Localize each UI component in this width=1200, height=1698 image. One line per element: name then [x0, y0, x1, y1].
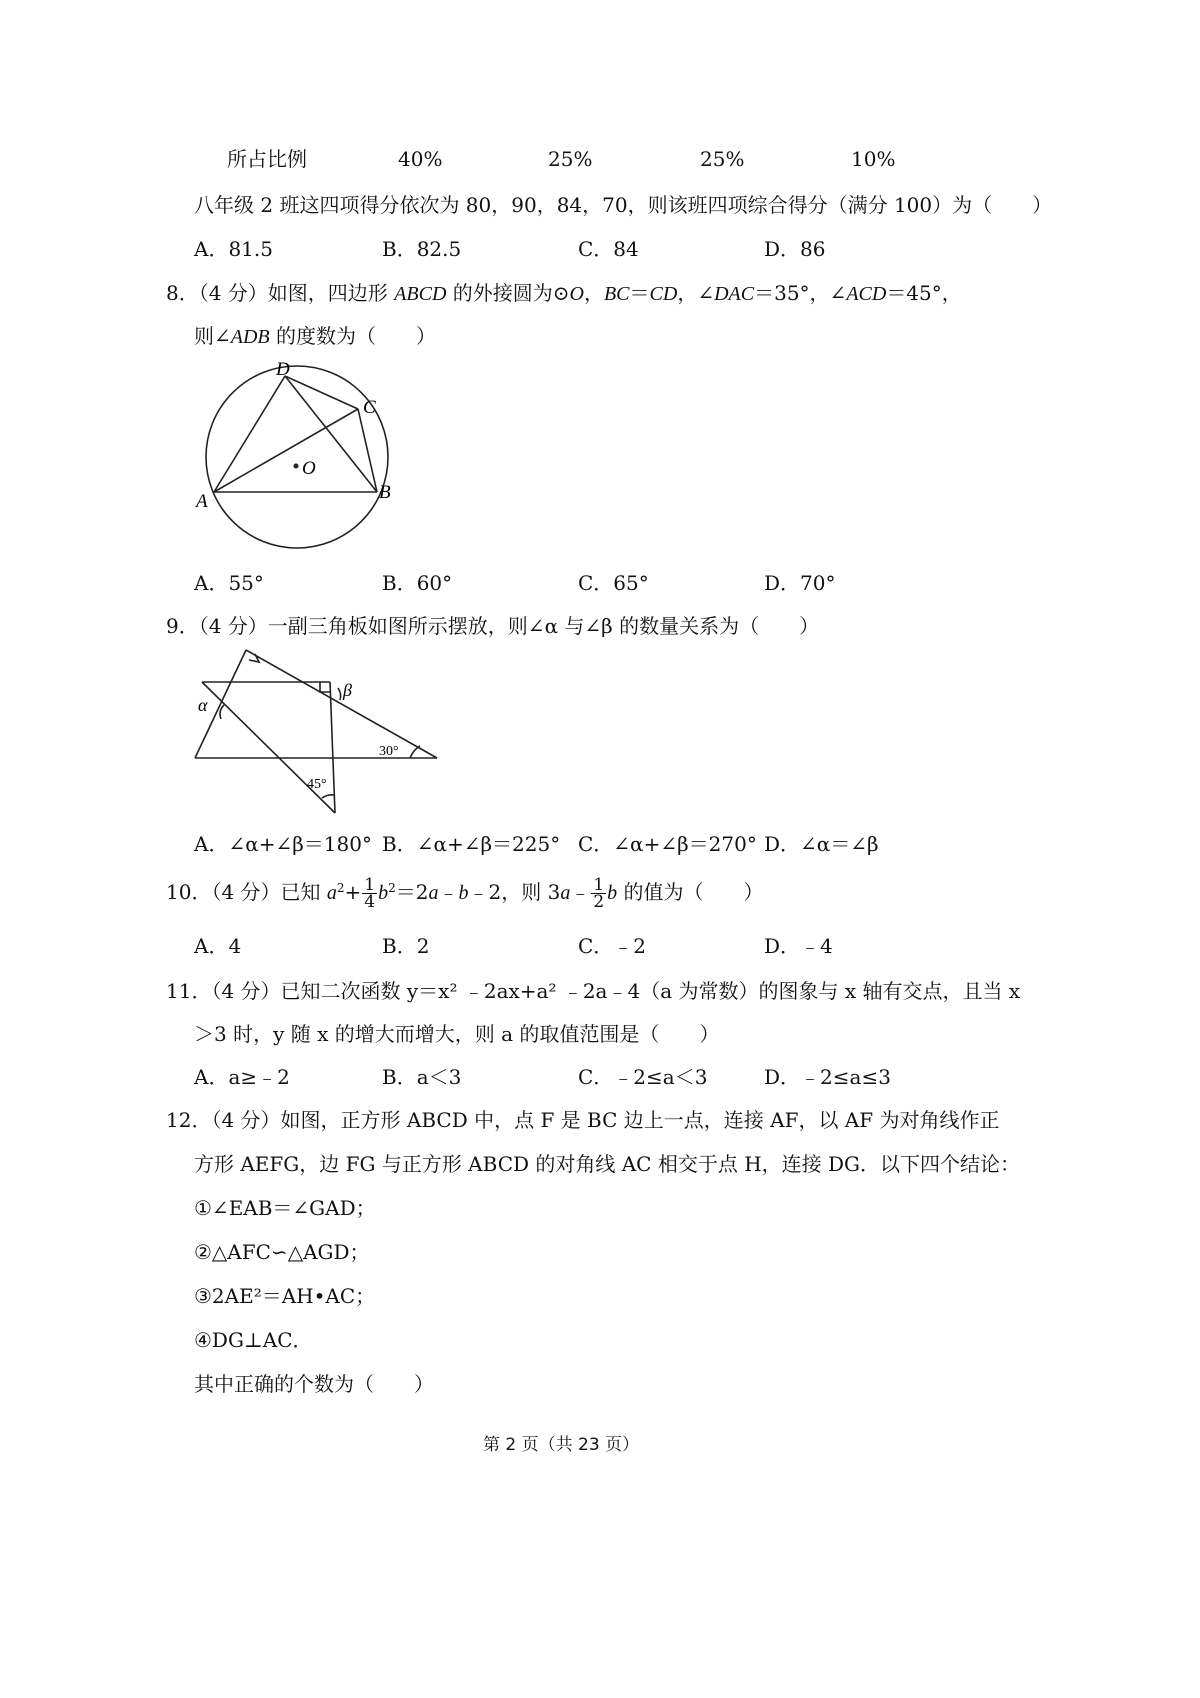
q8-option-b: B．60° — [382, 571, 453, 595]
q8-stem-line2: 则∠ADB 的度数为（ ） — [194, 324, 437, 348]
q8-option-a: A．55° — [194, 571, 264, 595]
q11-option-a: A．a≥﹣2 — [194, 1065, 290, 1089]
q12-conclusion-1: ①∠EAB＝∠GAD； — [194, 1196, 376, 1220]
q9-triangle-figure — [190, 645, 445, 820]
q7-option-d: D．86 — [764, 237, 826, 261]
page-footer: 第 2 页（共 23 页） — [483, 1435, 640, 1455]
q8-option-c: C．65° — [578, 571, 649, 595]
q7-stem: 八年级 2 班这四项得分依次为 80，90，84，70，则该班四项综合得分（满分 100）为（ ） — [194, 193, 1053, 217]
q11-option-b: B．a＜3 — [382, 1065, 462, 1089]
q7-option-b: B．82.5 — [382, 237, 462, 261]
label-alpha: α — [198, 695, 208, 715]
label-a: A — [196, 491, 208, 512]
table-cell: 25% — [700, 147, 745, 171]
q12-conclusion-4: ④DG⊥AC． — [194, 1328, 313, 1352]
q9-option-c: C．∠α+∠β＝270° — [578, 832, 757, 856]
label-d: D — [276, 359, 290, 380]
q11-option-d: D．﹣2≤a≤3 — [764, 1065, 891, 1089]
q11-stem-line2: ＞3 时，y 随 x 的增大而增大，则 a 的取值范围是（ ） — [194, 1022, 720, 1046]
q8-stem-line1: 8．（4 分）如图，四边形 ABCD 的外接圆为⊙O，BC＝CD，∠DAC＝35°，∠ACD＝45°， — [166, 281, 962, 305]
table-cell: 10% — [851, 147, 896, 171]
q12-stem-line2: 方形 AEFG，边 FG 与正方形 ABCD 的对角线 AC 相交于点 H，连接 DG．以下四个结论： — [194, 1152, 1021, 1176]
q10-option-c: C．﹣2 — [578, 934, 647, 958]
label-45: 45° — [307, 777, 327, 792]
segment-ac — [214, 409, 358, 492]
q10-option-d: D．﹣4 — [764, 934, 833, 958]
q9-option-d: D．∠α＝∠β — [764, 832, 879, 856]
table-row-label: 所占比例 — [227, 147, 307, 171]
q12-conclusion-2: ②△AFC∽△AGD； — [194, 1240, 370, 1264]
label-c: C — [363, 397, 376, 418]
table-cell: 40% — [398, 147, 443, 171]
q8-option-d: D．70° — [764, 571, 836, 595]
q7-option-a: A．81.5 — [194, 237, 273, 261]
fraction-one-half: $\frac{1}{2}$ — [593, 875, 605, 912]
q7-option-c: C．84 — [578, 237, 639, 261]
fraction-one-quarter: $\frac{1}{4}$ — [364, 875, 376, 912]
table-cell: 25% — [548, 147, 593, 171]
q10-option-a: A．4 — [194, 934, 242, 958]
q12-stem-line1: 12．（4 分）如图，正方形 ABCD 中，点 F 是 BC 边上一点，连接 AF，以 AF 为对角线作正 — [166, 1108, 1000, 1132]
q10-option-b: B．2 — [382, 934, 430, 958]
q9-option-b: B．∠α+∠β＝225° — [382, 832, 561, 856]
q12-closing: 其中正确的个数为（ ） — [194, 1372, 434, 1396]
label-30: 30° — [379, 744, 399, 759]
q11-option-c: C．﹣2≤a＜3 — [578, 1065, 708, 1089]
q12-conclusion-3: ③2AE²＝AH•AC； — [194, 1284, 376, 1308]
label-beta: β — [343, 680, 352, 700]
q8-circle-figure — [190, 355, 405, 560]
circumcircle — [206, 366, 388, 548]
label-b: B — [379, 482, 391, 503]
center-dot — [294, 464, 299, 469]
q9-stem: 9．（4 分）一副三角板如图所示摆放，则∠α 与∠β 的数量关系为（ ） — [166, 614, 820, 638]
q9-option-a: A．∠α+∠β＝180° — [194, 832, 372, 856]
label-o: O — [302, 458, 316, 479]
q10-stem: 10．（4 分）已知 $a^2+$ $\frac{1}{4}$ $b^2=2a﹣b﹣2$，则 3a﹣ $\frac{1}{2}$ b 的值为（ ） — [166, 875, 764, 912]
q11-stem-line1: 11．（4 分）已知二次函数 y＝x² ﹣2ax+a² ﹣2a﹣4（a 为常数）的图象与 x 轴有交点，且当 x — [166, 979, 1021, 1003]
segment-ad — [214, 376, 285, 492]
